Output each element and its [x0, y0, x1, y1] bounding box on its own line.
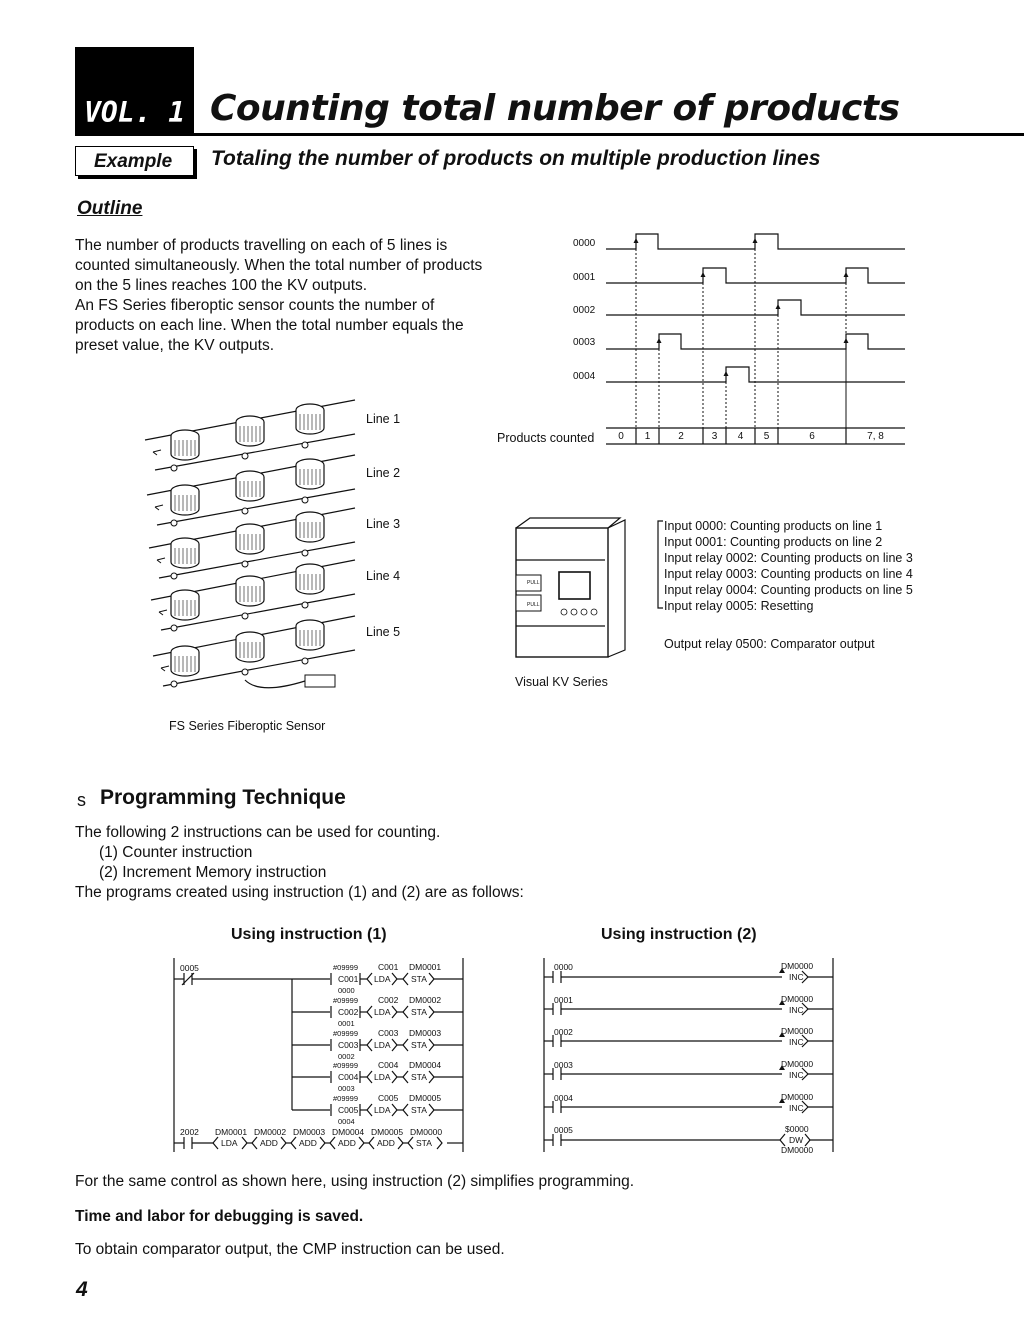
signal-label: 0001 — [573, 272, 596, 283]
text-line: The programs created using instruction (1) and (2) are as follows: — [75, 884, 524, 901]
operand-label: DM0000 — [781, 1091, 814, 1102]
lda-instr: LDA — [374, 1039, 391, 1050]
count-cell: 0 — [618, 431, 624, 442]
signal-label: 0003 — [573, 337, 596, 348]
kv-caption: Visual KV Series — [515, 675, 608, 689]
sta-instr: STA — [411, 1072, 427, 1083]
section-bullet: s — [77, 790, 86, 810]
roller-icon — [242, 669, 248, 675]
io-bracket — [658, 521, 663, 608]
roller-icon — [171, 681, 177, 687]
count-cell: 2 — [678, 431, 684, 442]
pull-label: PULL — [527, 602, 540, 608]
example-label: Example — [94, 151, 173, 172]
operand-label: DM0000 — [781, 961, 814, 971]
signal-waveform — [606, 234, 905, 249]
lda-operand: C005 — [378, 1093, 399, 1104]
counter-label: C004 — [338, 1072, 359, 1083]
lda-operand: C003 — [378, 1027, 399, 1038]
instr-label: LDA — [221, 1138, 238, 1148]
instr-label: ADD — [260, 1138, 278, 1148]
arrow-left-icon — [153, 450, 161, 455]
roller-icon — [302, 658, 308, 664]
operand-label: DM0000 — [781, 1145, 814, 1155]
instr-label: INC — [789, 1070, 804, 1081]
arrow-left-icon — [155, 505, 163, 510]
io-list — [664, 518, 913, 614]
contact-label: 0005 — [554, 1125, 573, 1135]
sensor-cable — [245, 680, 305, 688]
line-label: Line 3 — [366, 517, 401, 531]
operand-label: DM0000 — [781, 1059, 814, 1070]
counter-label: C003 — [338, 1039, 359, 1050]
page-subtitle: Totaling the number of products on multiple production lines — [211, 147, 821, 170]
instr-label: INC — [789, 1004, 804, 1015]
count-cell: 1 — [644, 431, 651, 442]
volume-label: VOL. 1 — [84, 96, 186, 129]
contact-label: 0004 — [554, 1092, 573, 1103]
kv-button — [571, 609, 577, 615]
arrow-left-icon — [159, 610, 167, 615]
count-cell: 3 — [711, 431, 718, 442]
roller-icon — [302, 442, 308, 448]
instr-label: STA — [416, 1138, 432, 1148]
operand-label: DM0003 — [293, 1127, 326, 1137]
roller-icon — [242, 613, 248, 619]
lda-operand: C002 — [378, 994, 399, 1005]
contact-label: 0001 — [554, 994, 573, 1005]
lda-instr: LDA — [374, 974, 391, 984]
footer-note-bold: Time and labor for debugging is saved. — [75, 1208, 364, 1225]
operand-label: DM0005 — [371, 1127, 404, 1137]
signal-label: 0004 — [573, 371, 596, 382]
lda-instr: LDA — [374, 1072, 391, 1083]
operand-label: DM0001 — [215, 1127, 248, 1137]
kv-side — [608, 520, 625, 657]
preset-label: #09999 — [333, 995, 359, 1005]
contact-label: 0003 — [554, 1060, 573, 1071]
operand-label: DM0000 — [781, 993, 814, 1004]
outline-line: products on each line. When the total number equals the — [75, 317, 464, 334]
operand-label: DM0000 — [781, 1026, 814, 1037]
instr-label: ADD — [338, 1138, 356, 1148]
counter-input-label: 0000 — [338, 986, 355, 995]
count-cell: 4 — [737, 431, 744, 442]
lda-operand: C001 — [378, 962, 399, 972]
signal-label: 0000 — [573, 238, 596, 249]
roller-icon — [242, 453, 248, 459]
counter-input-label: 0004 — [338, 1117, 355, 1127]
sta-operand: DM0004 — [409, 1060, 442, 1071]
sta-instr: STA — [411, 1105, 427, 1116]
sta-instr: STA — [411, 1006, 427, 1017]
kv-top — [516, 518, 620, 528]
outline-line: An FS Series fiberoptic sensor counts the number of — [75, 297, 435, 314]
text-line: (1) Counter instruction — [99, 844, 253, 861]
page-number: 4 — [76, 1278, 88, 1301]
lda-instr: LDA — [374, 1105, 391, 1116]
sta-instr: STA — [411, 1039, 427, 1050]
sta-operand: DM0005 — [409, 1093, 442, 1104]
io-item: Input relay 0003: Counting products on line 4 — [664, 567, 913, 581]
instr-label: DW — [789, 1135, 804, 1145]
count-cell: 6 — [809, 431, 815, 442]
io-item: Input relay 0002: Counting products on line 3 — [664, 551, 913, 565]
kv-display — [559, 572, 590, 599]
operand-label: DM0002 — [254, 1127, 287, 1137]
roller-icon — [171, 625, 177, 631]
preset-label: #09999 — [333, 1061, 359, 1071]
sta-instr: STA — [411, 974, 427, 984]
roller-icon — [171, 520, 177, 526]
dw-value: $0000 — [785, 1124, 809, 1134]
output-relay: Output relay 0500: Comparator output — [664, 637, 875, 651]
line-label: Line 4 — [366, 569, 401, 583]
ladder1-title: Using instruction (1) — [231, 926, 387, 943]
outline-line: preset value, the KV outputs. — [75, 337, 275, 354]
outline-heading: Outline — [77, 198, 143, 219]
products-counted-label: Products counted — [497, 431, 595, 445]
arrow-left-icon — [161, 666, 169, 671]
page-title: Counting total number of products — [210, 88, 900, 129]
outline-line: counted simultaneously. When the total number of products — [75, 257, 483, 274]
counter-input-label: 0003 — [338, 1084, 355, 1094]
roller-icon — [242, 508, 248, 514]
counter-label: C002 — [338, 1006, 359, 1017]
line-label: Line 2 — [366, 466, 401, 480]
signal-label: 0002 — [573, 305, 596, 316]
contact-label: 0002 — [554, 1027, 573, 1038]
lda-instr: LDA — [374, 1006, 391, 1017]
instr-label: INC — [789, 1037, 804, 1048]
kv-button — [581, 609, 587, 615]
pull-label: PULL — [527, 580, 540, 586]
text-line: The following 2 instructions can be used for counting. — [75, 824, 441, 841]
operand-label: DM0000 — [410, 1127, 443, 1137]
sta-operand: DM0002 — [409, 994, 442, 1005]
footer-note: To obtain comparator output, the CMP instruction can be used. — [75, 1241, 505, 1258]
count-cell: 7, 8 — [867, 431, 884, 442]
roller-icon — [302, 550, 308, 556]
instr-label: INC — [789, 1102, 804, 1113]
text-line: (2) Increment Memory instruction — [99, 864, 327, 881]
counter-label: C001 — [338, 974, 359, 984]
lda-operand: C004 — [378, 1060, 399, 1071]
preset-label: #09999 — [333, 1094, 359, 1104]
roller-icon — [302, 497, 308, 503]
outline-line: on the 5 lines reaches 100 the KV outputs. — [75, 277, 368, 294]
sta-operand: DM0001 — [409, 962, 442, 972]
counter-input-label: 0002 — [338, 1051, 355, 1061]
section-heading: Programming Technique — [100, 786, 346, 809]
preset-label: #09999 — [333, 1028, 359, 1038]
contact-label: 2002 — [180, 1127, 199, 1137]
count-cell: 5 — [763, 431, 770, 442]
kv-button — [561, 609, 567, 615]
footer-note: For the same control as shown here, using instruction (2) simplifies programming. — [75, 1173, 635, 1190]
counter-input-label: 0001 — [338, 1018, 355, 1028]
programming-text — [75, 823, 524, 903]
sensor-caption: FS Series Fiberoptic Sensor — [169, 719, 326, 733]
roller-icon — [171, 573, 177, 579]
roller-icon — [302, 602, 308, 608]
outline-line: The number of products travelling on each of 5 lines is — [75, 237, 448, 254]
ladder2-title: Using instruction (2) — [601, 926, 757, 943]
fs-sensor-amplifier — [305, 675, 335, 687]
kv-button — [591, 609, 597, 615]
instr-label: ADD — [299, 1138, 317, 1148]
instr-label: ADD — [377, 1138, 395, 1148]
io-item: Input relay 0004: Counting products on line 5 — [664, 583, 913, 597]
instr-label: INC — [789, 972, 804, 982]
operand-label: DM0004 — [332, 1127, 365, 1137]
arrow-left-icon — [157, 558, 165, 563]
io-item: Input 0000: Counting products on line 1 — [664, 519, 883, 533]
line-label: Line 5 — [366, 625, 401, 639]
roller-icon — [171, 465, 177, 471]
counter-label: C005 — [338, 1105, 359, 1116]
line-label: Line 1 — [366, 412, 401, 426]
contact-label: 0005 — [180, 963, 199, 973]
sta-operand: DM0003 — [409, 1027, 442, 1038]
roller-icon — [242, 561, 248, 567]
io-item: Input 0001: Counting products on line 2 — [664, 535, 883, 549]
contact-label: 0000 — [554, 962, 573, 972]
io-item: Input relay 0005: Resetting — [664, 599, 814, 613]
preset-label: #09999 — [333, 963, 359, 972]
